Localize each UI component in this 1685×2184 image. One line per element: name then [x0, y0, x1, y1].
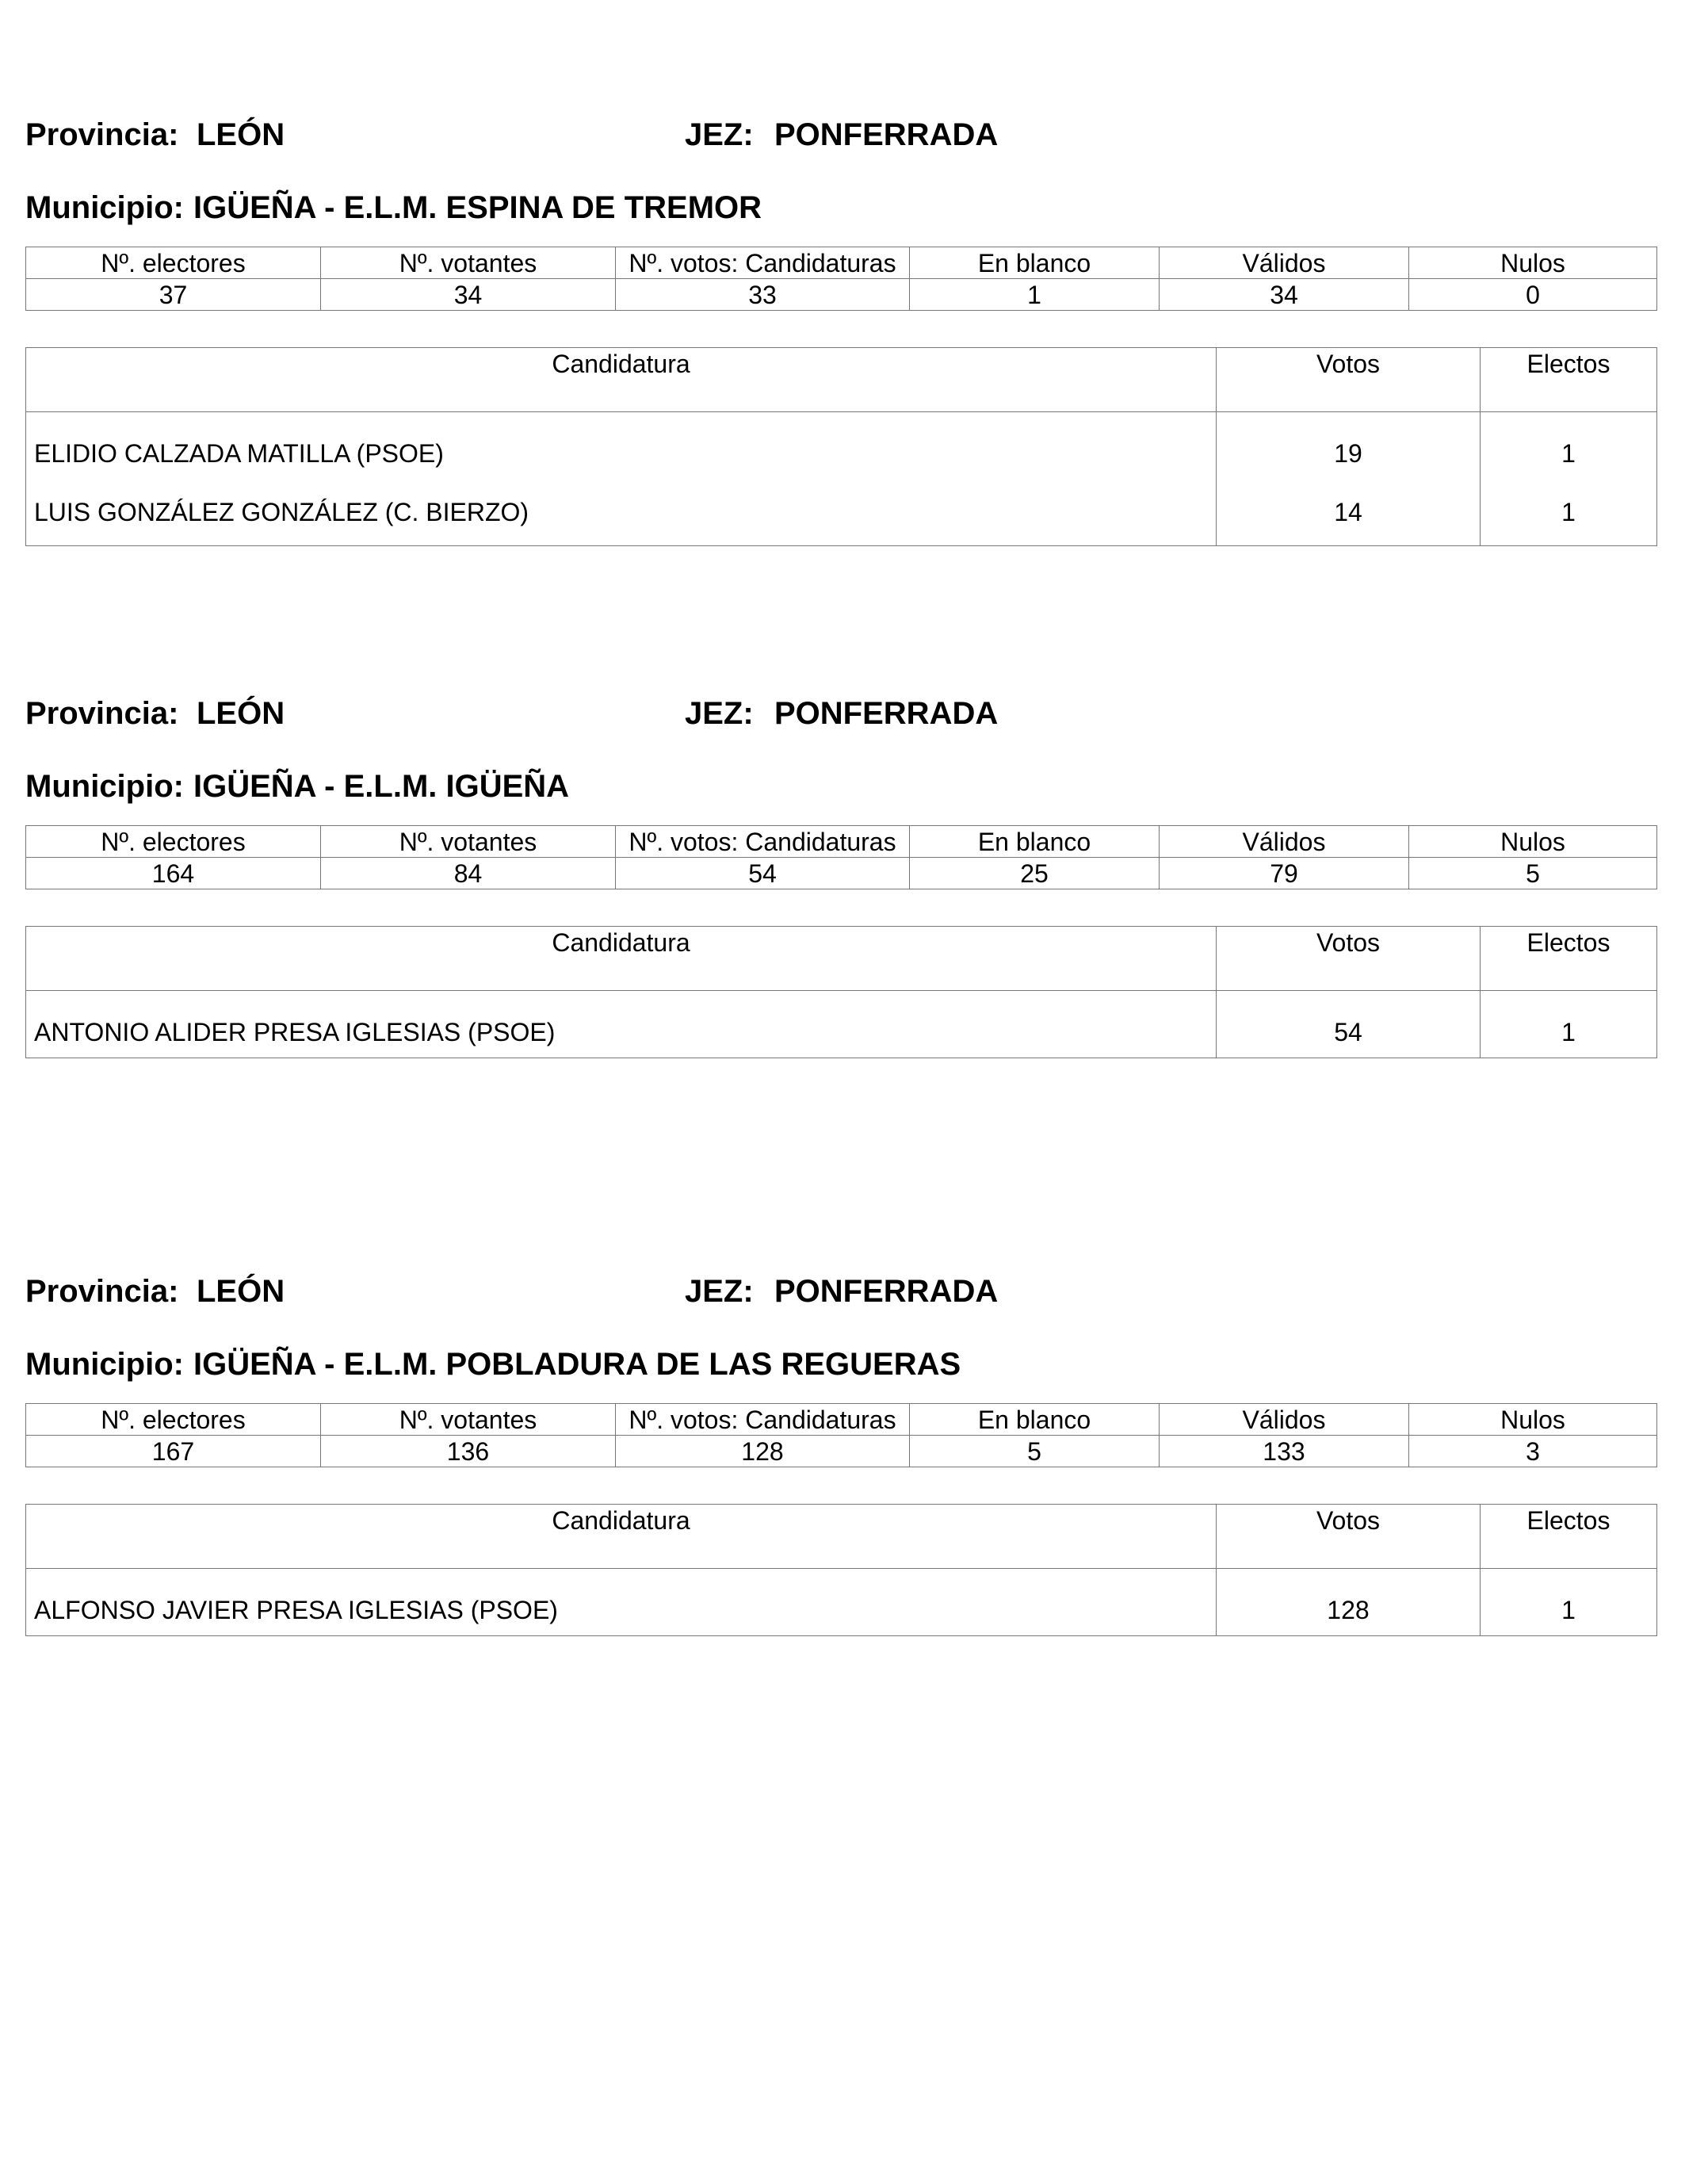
- jez-label: JEZ:: [685, 117, 754, 152]
- electos-header: Electos: [1481, 348, 1657, 412]
- candidate-votos: 128: [1217, 1569, 1481, 1636]
- provincia-value: LEÓN: [197, 117, 285, 152]
- provincia-label: Provincia:: [25, 1274, 179, 1309]
- jez-label: JEZ:: [685, 696, 754, 731]
- stats-header-en-blanco: En blanco: [910, 1404, 1160, 1436]
- stats-header-votos-candidaturas: Nº. votos: Candidaturas: [616, 826, 910, 858]
- stats-header-row: [26, 826, 1657, 858]
- stats-value-validos: 79: [1160, 858, 1409, 889]
- stats-value-row: [26, 858, 1657, 889]
- stats-value-votos-candidaturas: 128: [616, 1436, 910, 1467]
- municipio-heading: [25, 767, 579, 806]
- jez-value: PONFERRADA: [774, 1274, 999, 1309]
- municipio-label: Municipio:: [25, 190, 184, 225]
- candidate-row: [26, 991, 1657, 1058]
- stats-header-votos-candidaturas: Nº. votos: Candidaturas: [616, 247, 910, 279]
- candidate-electos: 1: [1481, 412, 1657, 480]
- candidate-name: ANTONIO ALIDER PRESA IGLESIAS (PSOE): [26, 991, 1217, 1058]
- jez-value: PONFERRADA: [774, 696, 999, 731]
- electos-header: Electos: [1481, 927, 1657, 991]
- votos-header: Votos: [1217, 348, 1481, 412]
- candidates-header-row: [26, 927, 1657, 991]
- stats-table: [25, 825, 1657, 889]
- candidates-table: [25, 347, 1657, 546]
- candidate-name: ALFONSO JAVIER PRESA IGLESIAS (PSOE): [26, 1569, 1217, 1636]
- stats-value-row: [26, 279, 1657, 311]
- electos-header: Electos: [1481, 1505, 1657, 1569]
- stats-header-row: [26, 1404, 1657, 1436]
- candidatura-header: Candidatura: [26, 1505, 1217, 1569]
- stats-value-electores: 164: [26, 858, 321, 889]
- votos-header: Votos: [1217, 1505, 1481, 1569]
- municipio-heading: [25, 1344, 970, 1384]
- candidates-table: [25, 1504, 1657, 1636]
- stats-value-en-blanco: 25: [910, 858, 1160, 889]
- candidate-row: [26, 1569, 1657, 1636]
- stats-header-votantes: Nº. votantes: [321, 247, 616, 279]
- stats-value-votantes: 84: [321, 858, 616, 889]
- stats-header-electores: Nº. electores: [26, 826, 321, 858]
- candidate-votos: 19: [1217, 412, 1481, 480]
- stats-value-validos: 133: [1160, 1436, 1409, 1467]
- candidate-electos: 1: [1481, 479, 1657, 546]
- stats-value-en-blanco: 1: [910, 279, 1160, 311]
- candidate-name: LUIS GONZÁLEZ GONZÁLEZ (C. BIERZO): [26, 479, 1217, 546]
- stats-value-electores: 37: [26, 279, 321, 311]
- candidates-header-row: [26, 1505, 1657, 1569]
- stats-header-votos-candidaturas: Nº. votos: Candidaturas: [616, 1404, 910, 1436]
- municipio-label: Municipio:: [25, 769, 184, 804]
- provincia-label: Provincia:: [25, 696, 179, 731]
- stats-header-validos: Válidos: [1160, 826, 1409, 858]
- candidate-row: [26, 479, 1657, 546]
- stats-header-validos: Válidos: [1160, 247, 1409, 279]
- stats-header-electores: Nº. electores: [26, 1404, 321, 1436]
- provincia-value: LEÓN: [197, 696, 285, 731]
- stats-value-nulos: 3: [1409, 1436, 1657, 1467]
- candidate-votos: 14: [1217, 479, 1481, 546]
- municipio-value: IGÜEÑA - E.L.M. ESPINA DE TREMOR: [193, 190, 762, 225]
- municipio-value: IGÜEÑA - E.L.M. IGÜEÑA: [193, 769, 570, 804]
- candidate-votos: 54: [1217, 991, 1481, 1058]
- votos-header: Votos: [1217, 927, 1481, 991]
- provincia-value: LEÓN: [197, 1274, 285, 1309]
- municipio-label: Municipio:: [25, 1347, 184, 1382]
- stats-value-votantes: 136: [321, 1436, 616, 1467]
- stats-header-row: [26, 247, 1657, 279]
- stats-header-votantes: Nº. votantes: [321, 826, 616, 858]
- candidatura-header: Candidatura: [26, 348, 1217, 412]
- stats-value-validos: 34: [1160, 279, 1409, 311]
- provincia-label: Provincia:: [25, 117, 179, 152]
- stats-value-electores: 167: [26, 1436, 321, 1467]
- stats-header-votantes: Nº. votantes: [321, 1404, 616, 1436]
- jez-label: JEZ:: [685, 1274, 754, 1309]
- stats-header-nulos: Nulos: [1409, 1404, 1657, 1436]
- candidate-electos: 1: [1481, 1569, 1657, 1636]
- candidate-electos: 1: [1481, 991, 1657, 1058]
- stats-header-en-blanco: En blanco: [910, 247, 1160, 279]
- stats-value-row: [26, 1436, 1657, 1467]
- stats-table: [25, 1403, 1657, 1467]
- stats-value-nulos: 5: [1409, 858, 1657, 889]
- stats-header-electores: Nº. electores: [26, 247, 321, 279]
- stats-header-nulos: Nulos: [1409, 247, 1657, 279]
- candidate-row: [26, 412, 1657, 480]
- stats-header-en-blanco: En blanco: [910, 826, 1160, 858]
- jez-value: PONFERRADA: [774, 117, 999, 152]
- stats-value-votantes: 34: [321, 279, 616, 311]
- stats-value-nulos: 0: [1409, 279, 1657, 311]
- candidate-name: ELIDIO CALZADA MATILLA (PSOE): [26, 412, 1217, 480]
- municipio-heading: [25, 188, 771, 228]
- stats-value-votos-candidaturas: 33: [616, 279, 910, 311]
- candidates-table: [25, 926, 1657, 1058]
- stats-table: [25, 247, 1657, 311]
- candidates-header-row: [26, 348, 1657, 412]
- municipio-value: IGÜEÑA - E.L.M. POBLADURA DE LAS REGUERAS: [193, 1347, 961, 1382]
- stats-header-validos: Válidos: [1160, 1404, 1409, 1436]
- stats-value-votos-candidaturas: 54: [616, 858, 910, 889]
- stats-header-nulos: Nulos: [1409, 826, 1657, 858]
- candidatura-header: Candidatura: [26, 927, 1217, 991]
- stats-value-en-blanco: 5: [910, 1436, 1160, 1467]
